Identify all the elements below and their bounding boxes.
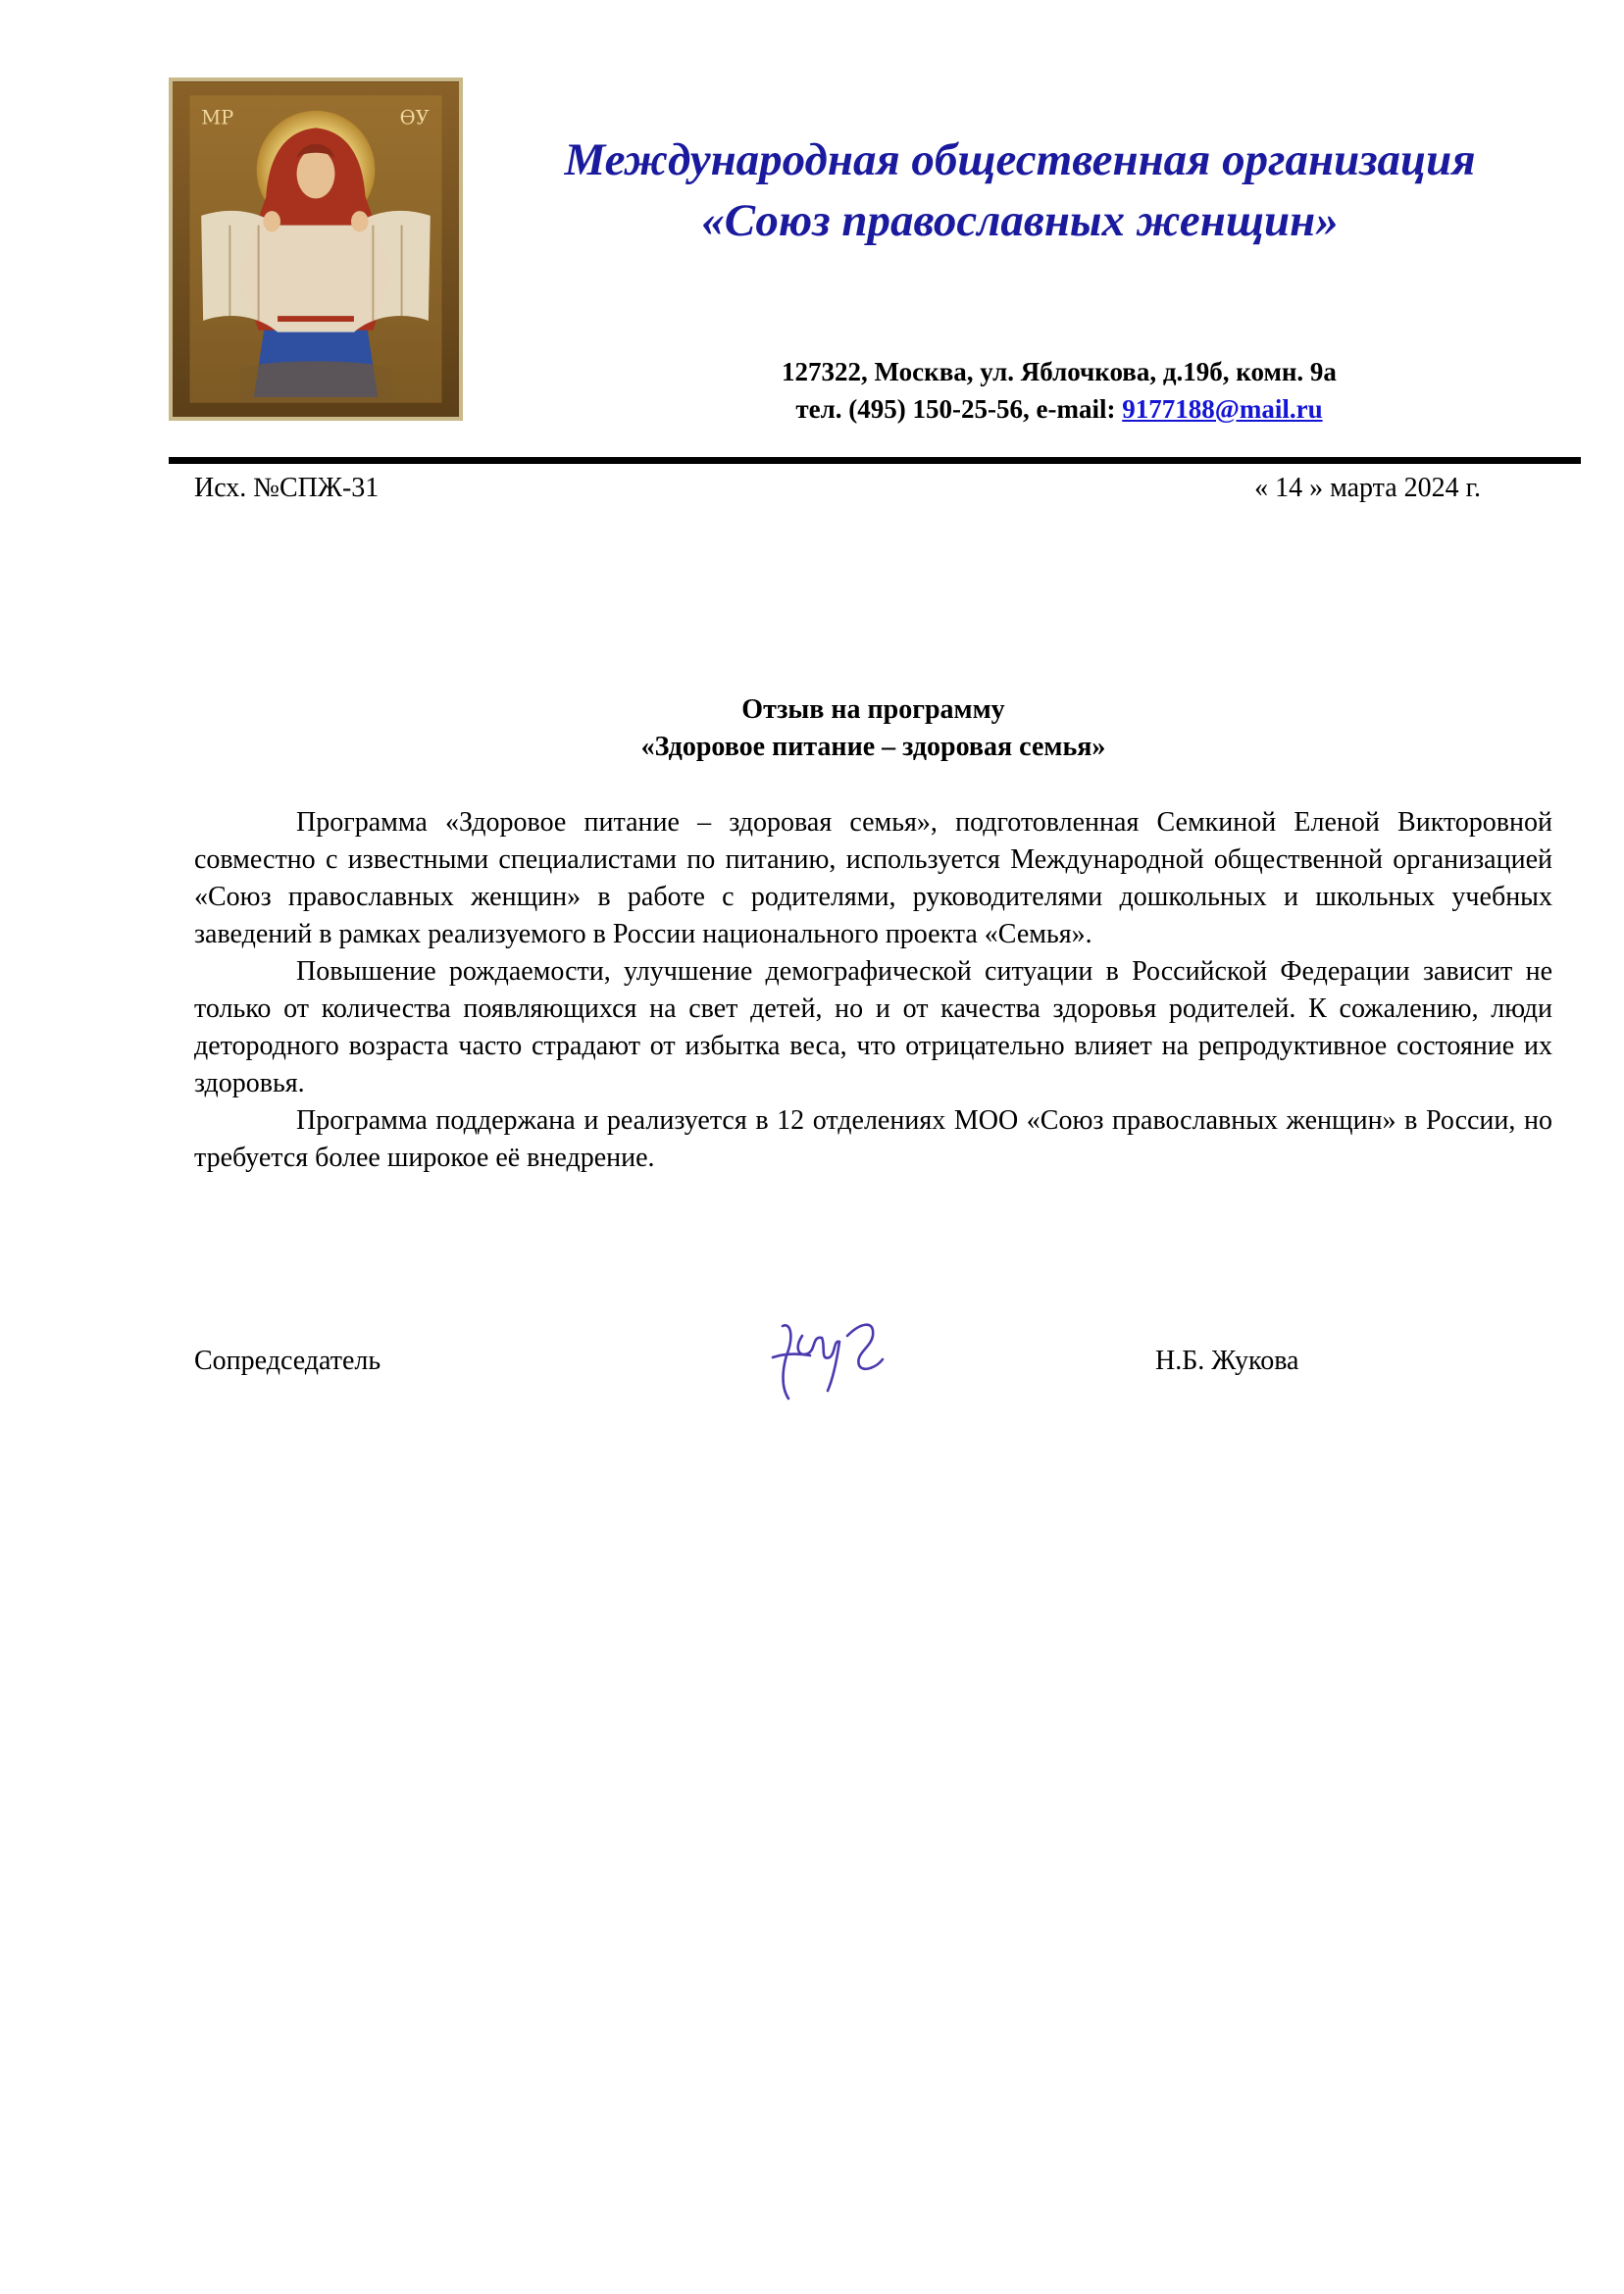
organization-title bbox=[490, 129, 1549, 251]
document-title-line1: Отзыв на программу bbox=[741, 694, 1005, 725]
organization-title-line1: Международная общественная организация bbox=[564, 134, 1476, 185]
document-title-line2: «Здоровое питание – здоровая семья» bbox=[640, 732, 1106, 762]
organization-title-line2: «Союз православных женщин» bbox=[701, 195, 1339, 246]
body-paragraph: Повышение рождаемости, улучшение демографической ситуации в Российской Федерации зависит не только от количества появляющихся на свет детей, но и от качества здоровья родителей. К сожалению, люди детородного возраста часто страдают от избытка веса, что отрицательно влияет на репродуктивное состояние их здоровья. bbox=[194, 956, 1552, 1098]
signatory-role: Сопредседатель bbox=[194, 1346, 381, 1376]
pokrov-icon bbox=[169, 77, 463, 421]
handwritten-signature bbox=[765, 1297, 892, 1414]
header-divider bbox=[169, 457, 1581, 464]
outgoing-number: Исх. №СПЖ-31 bbox=[194, 473, 380, 503]
organization-address bbox=[588, 353, 1530, 428]
icon-inscription-left: МР bbox=[201, 106, 234, 129]
contacts-line bbox=[588, 390, 1530, 428]
document-date: « 14 » марта 2024 г. bbox=[1254, 473, 1481, 503]
document-body bbox=[194, 804, 1552, 1177]
signatory-name: Н.Б. Жукова bbox=[1155, 1346, 1299, 1376]
document-title bbox=[194, 691, 1552, 766]
body-paragraph: Программа поддержана и реализуется в 12 отделениях МОО «Союз православных женщин» в России, но требуется более широкое её внедрение. bbox=[194, 1105, 1552, 1173]
email-link[interactable]: 9177188@mail.ru bbox=[1122, 394, 1323, 424]
body-paragraph: Программа «Здоровое питание – здоровая семья», подготовленная Семкиной Еленой Викторовной совместно с известными специалистами по питанию, используется Международной общественной организацией «Союз православных женщин» в работе с родителями, руководителями дошкольных и школьных учебных заведений в рамках реализуемого в России национального проекта «Семья». bbox=[194, 807, 1552, 949]
contacts-prefix: тел. (495) 150-25-56, e-mail: bbox=[795, 394, 1123, 424]
address-line: 127322, Москва, ул. Яблочкова, д.19б, комн. 9а bbox=[782, 357, 1337, 386]
icon-inscription-right: ѲУ bbox=[399, 106, 430, 129]
